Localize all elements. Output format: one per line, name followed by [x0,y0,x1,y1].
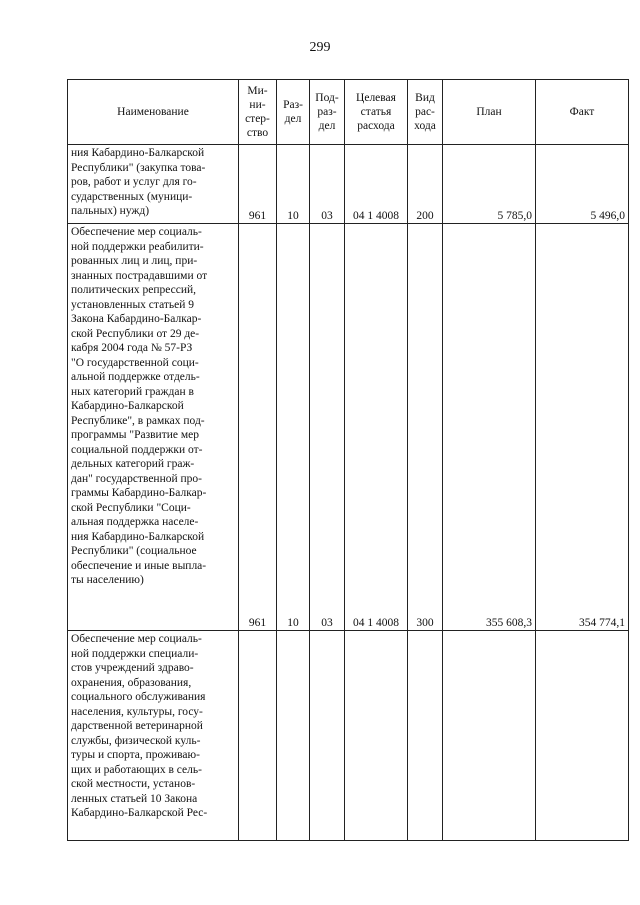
row-subsection: 03 [310,224,345,631]
row-name: ния Кабардино-Балкарской Республики" (закупка това- ров, работ и услуг для го- сударственных (муници- пальных) нужд) [68,145,239,224]
header-row [68,80,629,145]
row-fact: 354 774,1 [536,224,629,631]
row-section: 10 [277,224,310,631]
row-plan: 355 608,3 [443,224,536,631]
row-section [277,631,310,841]
row-subsection [310,631,345,841]
row-type [408,631,443,841]
row-plan [443,631,536,841]
row-name: Обеспечение мер социаль- ной поддержки реабилити- рованных лиц и лиц, при- знанных пострадавшими от политических репрессий, установленных статьей 9 Закона Кабардино-Балкар- ской Республики от 29 де- кабря 2004 года № 57-РЗ "О государственной соци- альной поддержке отдель- ных категорий граждан в Кабардино-Балкарской Республике", в рамках под- программы "Развитие мер социальной поддержки от- дельных категорий граж- дан" государственной про- граммы Кабардино-Балкар- ской Республики "Соци- альная поддержка населе- ния Кабардино-Балкарской Республики" (социальное обеспечение и иные выпла- ты населению) [68,224,239,631]
header-section: Раз- дел [277,80,310,145]
row-target: 04 1 4008 [345,224,408,631]
header-fact: Факт [536,80,629,145]
row-name: Обеспечение мер социаль- ной поддержки специали- стов учреждений здраво- охранения, образования, социального обслуживания населения, культуры, госу- дарственной ветеринарной службы, физической куль- туры и спорта, проживаю- щих и работающих в сель- ской местности, установ- ленных статьей 10 Закона Кабардино-Балкарской Рес- [68,631,239,841]
row-section: 10 [277,145,310,224]
row-fact [536,631,629,841]
page-number: 299 [309,40,331,55]
header-target: Целевая статья расхода [345,80,408,145]
row-fact: 5 496,0 [536,145,629,224]
header-plan: План [443,80,536,145]
table-row [68,145,629,224]
row-ministry: 961 [239,224,277,631]
table-row [68,224,629,631]
header-ministry: Ми- ни- стер- ство [239,80,277,145]
row-target [345,631,408,841]
header-subsection: Под- раз- дел [310,80,345,145]
row-type: 200 [408,145,443,224]
row-subsection: 03 [310,145,345,224]
header-name: Наименование [68,80,239,145]
row-target: 04 1 4008 [345,145,408,224]
row-ministry: 961 [239,145,277,224]
header-type: Вид рас- хода [408,80,443,145]
table-row [68,631,629,841]
row-ministry [239,631,277,841]
row-type: 300 [408,224,443,631]
row-plan: 5 785,0 [443,145,536,224]
budget-table [67,79,629,841]
